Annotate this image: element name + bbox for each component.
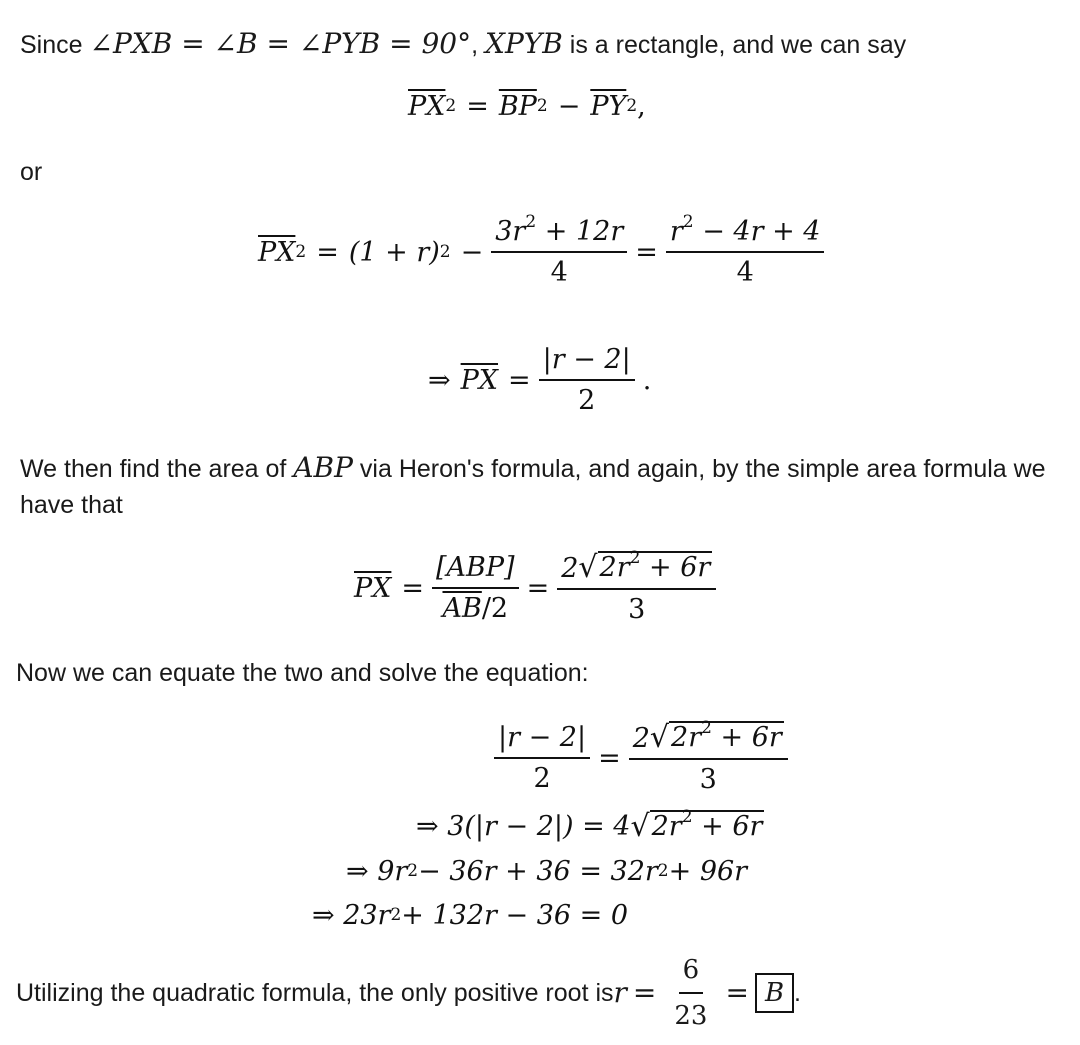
segment-bp: $\overline{BP}$ (498, 90, 537, 122)
expression: − 36r + 36 = 32r (418, 855, 658, 887)
system-line-3: ⇒ 9r 2 − 36r + 36 = 32r 2 + 96r (346, 855, 748, 887)
equation-area (354, 546, 724, 630)
equals-sign: = (598, 742, 621, 774)
text: have that (20, 491, 123, 519)
fraction (494, 722, 590, 794)
denominator: 3 (628, 594, 646, 625)
minus-sign: − (460, 236, 484, 268)
denominator: 4 (550, 257, 568, 288)
fraction (491, 212, 627, 288)
segment-px: $\overline{PX}$ (354, 572, 392, 604)
denominator: 4 (736, 257, 754, 288)
fraction (557, 548, 716, 625)
fraction (539, 344, 635, 416)
system-line-4: ⇒ 23r 2 + 132r − 36 = 0 (312, 899, 629, 931)
denominator: 3 (699, 764, 717, 795)
equation-pythagoras: $\overline{PX}$ 2 = $\overline{BP}$ 2 − $\overline{PY}$ 2 , (408, 90, 646, 122)
numerator: 2 √ $2r^2 + 6r$ (629, 721, 788, 760)
numerator: [ABP] (432, 552, 519, 589)
segment-py: $\overline{PY}$ (590, 90, 627, 122)
expression: ⇒ 3(|r − 2|) = 4 (416, 810, 631, 842)
equals-sign: = (526, 572, 550, 604)
expression: ⇒ 23r (312, 899, 391, 931)
equals-sign: = (725, 976, 749, 1009)
text: We then find the area of (20, 455, 294, 483)
period: . (794, 979, 801, 1007)
paragraph-equate (16, 655, 1070, 691)
equals-sign: = (316, 236, 339, 268)
fraction (670, 952, 711, 1034)
period: . (642, 364, 652, 396)
numerator: 2 √ $2r^2 + 6r$ (557, 551, 716, 590)
text: , (471, 31, 486, 59)
denominator: $\overline{AB}/2$ (442, 593, 509, 624)
denominator: 2 (533, 763, 551, 794)
segment-px: $\overline{PX}$ (258, 236, 296, 268)
equals-sign: = (632, 976, 657, 1009)
equals-sign: = (508, 364, 531, 396)
denominator: 23 (674, 1001, 708, 1031)
numerator: $r^2 - 4r + 4$ (666, 216, 825, 253)
numerator: |r − 2| (494, 722, 590, 759)
comma: , (637, 90, 646, 122)
paragraph-heron (20, 450, 1070, 523)
minus-sign: − (557, 90, 581, 122)
equals-sign: = (401, 572, 425, 604)
text: is a rectangle, and we can say (562, 31, 907, 59)
text: via Heron's formula, and again, by the simple area formula we (352, 455, 1046, 483)
segment-px: $\overline{PX}$ (408, 90, 446, 122)
paragraph-rectangle (20, 26, 1070, 63)
text: Now we can equate the two and solve the equation: (16, 659, 589, 687)
expression: + 132r − 36 = 0 (401, 899, 629, 931)
math-angles: ∠PXB = ∠B = ∠PYB = 90° (89, 27, 472, 60)
square-root: √ $2r^2 + 6r$ (630, 807, 763, 844)
segment-px: $\overline{PX}$ (460, 364, 499, 396)
text: Utilizing the quadratic formula, the only positive root is (16, 979, 614, 1007)
math-triangle: ABP (293, 451, 353, 484)
equals-sign: = (635, 236, 658, 268)
denominator: 2 (578, 385, 596, 416)
paragraph-conclusion (16, 952, 1070, 1034)
math-rectangle-name: XPYB (485, 27, 563, 60)
numerator: $3r^2 + 12r$ (491, 216, 627, 253)
system-line-2 (416, 804, 764, 848)
numerator: |r − 2| (539, 344, 635, 381)
system-line-1 (486, 716, 796, 800)
implies-arrow: ⇒ (428, 364, 451, 396)
text: Since (20, 31, 90, 59)
fraction (666, 212, 825, 288)
fraction (629, 718, 788, 795)
term: (1 + r) (348, 236, 440, 268)
variable-r: r (613, 976, 627, 1009)
expression: + 96r (668, 855, 748, 887)
fraction (432, 552, 519, 624)
paragraph-or (20, 154, 1070, 190)
expression: ⇒ 9r (346, 855, 408, 887)
boxed-answer: B (755, 973, 794, 1013)
numerator: 6 (679, 952, 704, 994)
text: or (20, 158, 43, 186)
equation-px-value (428, 340, 651, 420)
equation-px-squared: $\overline{PX}$ 2 = (1 + r) 2 − $\frac{3r^2 + 12r}{4}$ = $\frac{r^2 - 4r + 4}{4}$ (258, 212, 832, 292)
equals-sign: = (466, 90, 489, 122)
